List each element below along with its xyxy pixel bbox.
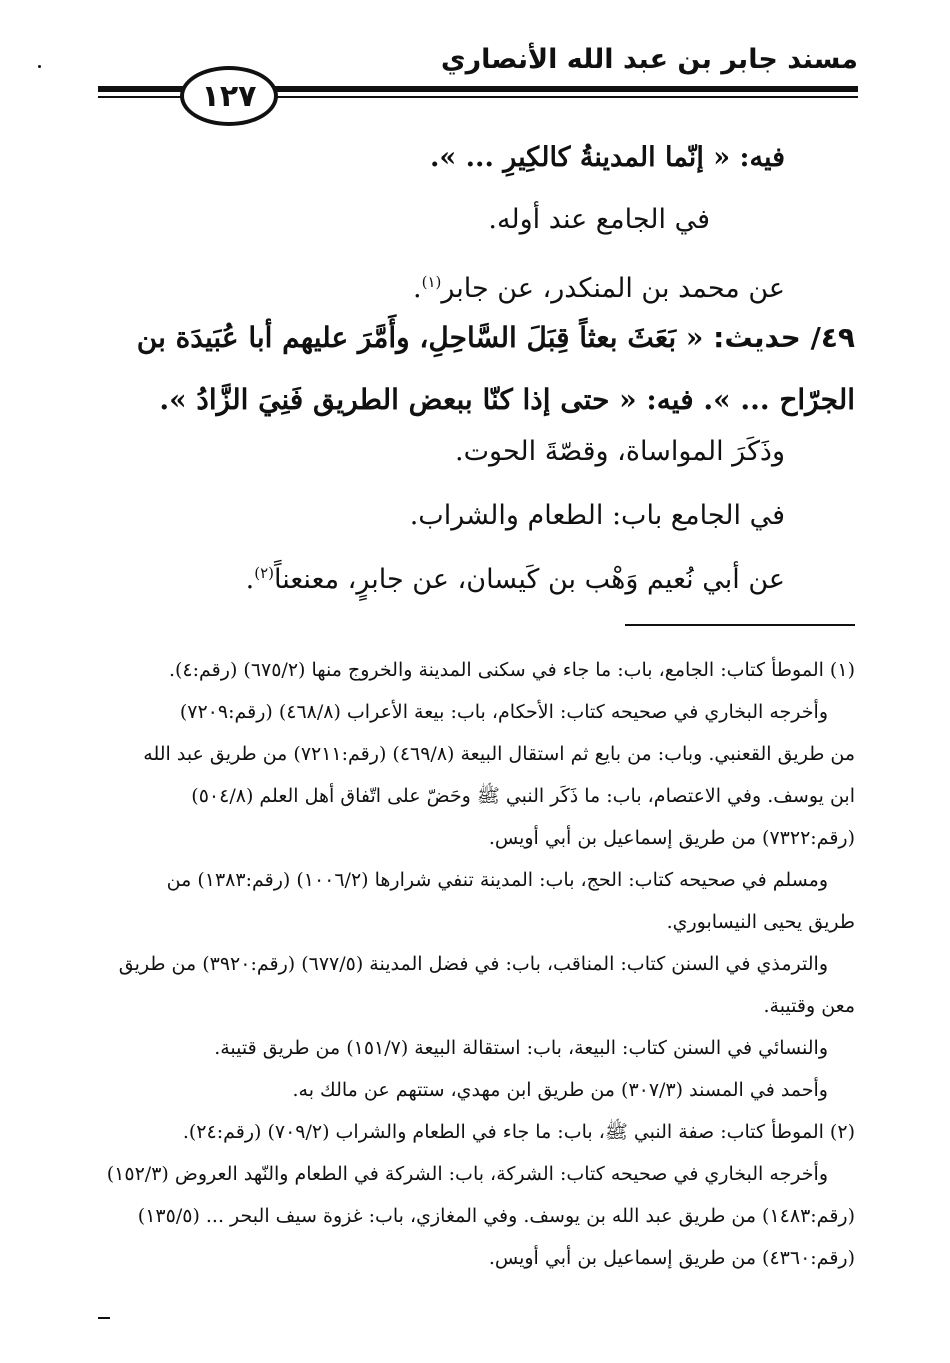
footnote-line: والنسائي في السنن كتاب: البيعة، باب: استقالة البيعة (١٥١/٧) من طريق قتيبة. — [214, 1037, 828, 1059]
text-line-2: في الجامع عند أوله. — [488, 204, 710, 235]
line8-text: عن أبي نُعيم وَهْب بن كَيسان، عن جابرٍ، معنعناً — [274, 564, 785, 595]
footnote-line: والترمذي في السنن كتاب: المناقب، باب: في فضل المدينة (٦٧٧/٥) (رقم:٣٩٢٠) من طريق — [118, 953, 828, 975]
footnote-line: طريق يحيى النيسابوري. — [666, 911, 855, 933]
footnote-ref-1: (١) — [421, 273, 442, 291]
footnote-line: من طريق القعنبي. وباب: من بايع ثم استقال البيعة (٤٦٩/٨) (رقم:٧٢١١) من طريق عبد الله — [143, 743, 855, 765]
footnote-line: ومسلم في صحيحه كتاب: الحج، باب: المدينة تنفي شرارها (١٠٠٦/٢) (رقم:١٣٨٣) من — [166, 869, 828, 891]
text-line-7: في الجامع باب: الطعام والشراب. — [409, 500, 785, 531]
footnote-line: (رقم:٧٣٢٢) من طريق إسماعيل بن أبي أويس. — [488, 827, 855, 849]
footnote-line: (١) الموطأ كتاب: الجامع، باب: ما جاء في سكنى المدينة والخروج منها (٦٧٥/٢) (رقم:٤). — [168, 659, 855, 681]
footnote-line: وأخرجه البخاري في صحيحه كتاب: الأحكام، باب: بيعة الأعراب (٤٦٨/٨) (رقم:٧٢٠٩) — [179, 701, 828, 723]
footnote-line: (رقم:٤٣٦٠) من طريق إسماعيل بن أبي أويس. — [488, 1247, 855, 1269]
page-number: ١٢٧ — [201, 78, 257, 114]
hadith-line-2: الجرّاح ... ». فيه: « حتى إذا كنّا ببعض الطريق فَنِيَ الزَّادُ ». — [159, 383, 855, 416]
running-header-title: مسند جابر بن عبد الله الأنصاري — [440, 44, 858, 75]
line3-text: عن محمد بن المنكدر، عن جابر — [441, 273, 785, 304]
footnote-separator — [625, 624, 855, 626]
line8-end: . — [245, 564, 255, 595]
footnote-line: معن وقتيبة. — [763, 995, 855, 1017]
hadith-line-1 — [137, 318, 855, 358]
footnote-line: وأخرجه البخاري في صحيحه كتاب: الشركة، باب: الشركة في الطعام والنّهد العروض (١٥٢/٣) — [106, 1163, 828, 1185]
text-line-6: وذَكَرَ المواساة، وقصّةَ الحوت. — [455, 436, 785, 467]
scan-speck — [38, 65, 41, 68]
text-line-8 — [246, 553, 785, 600]
line3-end: . — [412, 273, 422, 304]
footnote-line: وأحمد في المسند (٣٠٧/٣) من طريق ابن مهدي، ستتهم عن مالك به. — [292, 1079, 828, 1101]
text-line-3 — [413, 262, 785, 309]
hadith-text-1: « بَعَثَ بعثاً قِبَلَ السَّاحِلِ، وأَمَّرَ عليهم أبا عُبَيدَة بن — [136, 321, 704, 354]
page-number-badge — [180, 66, 278, 126]
footnote-ref-2: (٢) — [254, 564, 275, 582]
bottom-mark — [98, 1317, 110, 1319]
footnote-line: (رقم:١٤٨٣) من طريق عبد الله بن يوسف. وفي المغازي، باب: غزوة سيف البحر ... (١٣٥/٥) — [137, 1205, 855, 1227]
text-line-1: فيه: « إنّما المدينةُ كالكِيرِ ... ». — [429, 142, 785, 173]
footnote-line: (٢) الموطأ كتاب: صفة النبي ﷺ، باب: ما جاء في الطعام والشراب (٧٠٩/٢) (رقم:٢٤). — [182, 1121, 855, 1143]
footnote-line: ابن يوسف. وفي الاعتصام، باب: ما ذَكَر النبي ﷺ وحَضّ على اتّفاق أهل العلم (٥٠٤/٨) — [191, 785, 855, 807]
hadith-label: ٤٩/ حديث: — [713, 321, 855, 354]
